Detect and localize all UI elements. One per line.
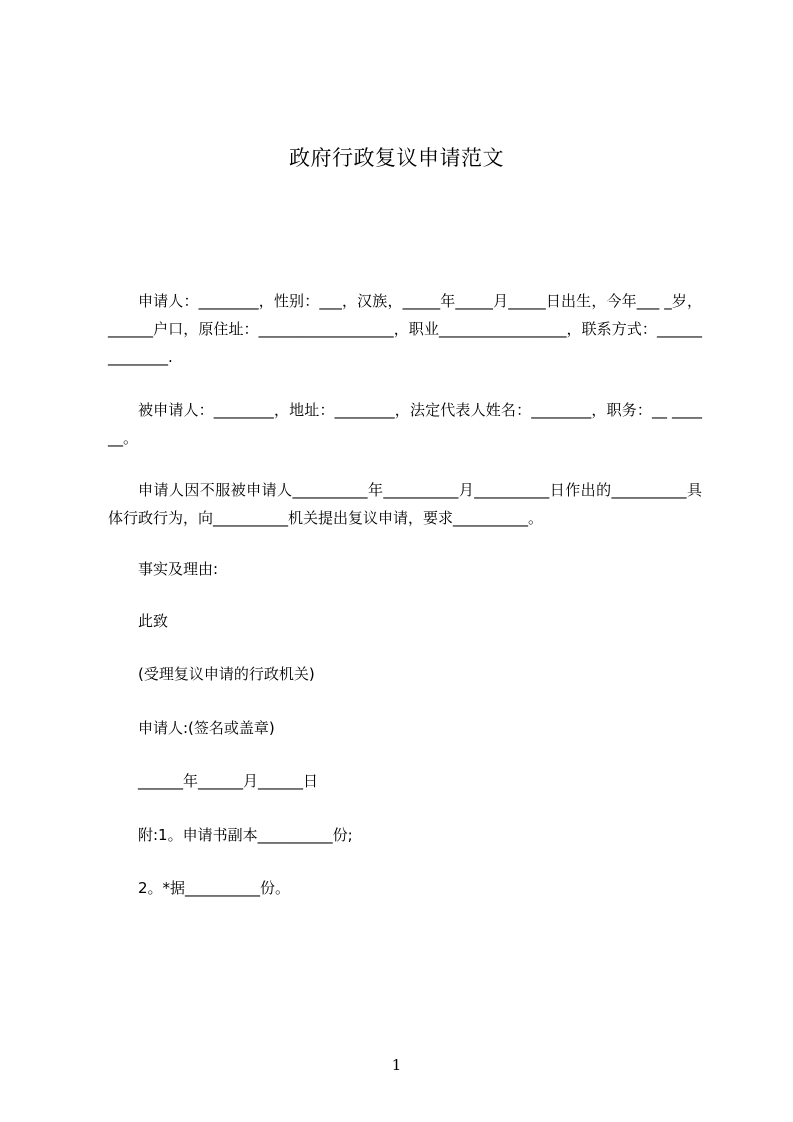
request-paragraph: 申请人因不服被申请人__________年__________月__________日作出的__________具体行政行为，向__________机关提出复议申请，要求__________。 bbox=[108, 481, 702, 527]
date-line: ______年______月______日 bbox=[138, 772, 319, 790]
signature-line: 申请人:(签名或盖章) bbox=[138, 719, 275, 737]
applicant-paragraph: 申请人：________，性别：___，汉族，_____年_____月_____日出生，今年___ _岁，______户口，原住址：__________________，职业_________________，联系方式：______________. bbox=[108, 292, 702, 366]
page-title: 政府行政复议申请范文 bbox=[289, 146, 504, 170]
attachment-line-2: 2。*据__________份。 bbox=[138, 879, 291, 897]
recipient-line: (受理复议申请的行政机关) bbox=[138, 665, 315, 683]
respondent-paragraph: 被申请人：________，地址：________，法定代表人姓名：________，职务：__ ______。 bbox=[108, 401, 702, 447]
attachment-line-1: 附:1。申请书副本__________份; bbox=[138, 826, 353, 844]
salutation-line: 此致 bbox=[138, 612, 169, 630]
page-number: 1 bbox=[391, 1056, 402, 1074]
facts-heading: 事实及理由: bbox=[138, 560, 219, 578]
